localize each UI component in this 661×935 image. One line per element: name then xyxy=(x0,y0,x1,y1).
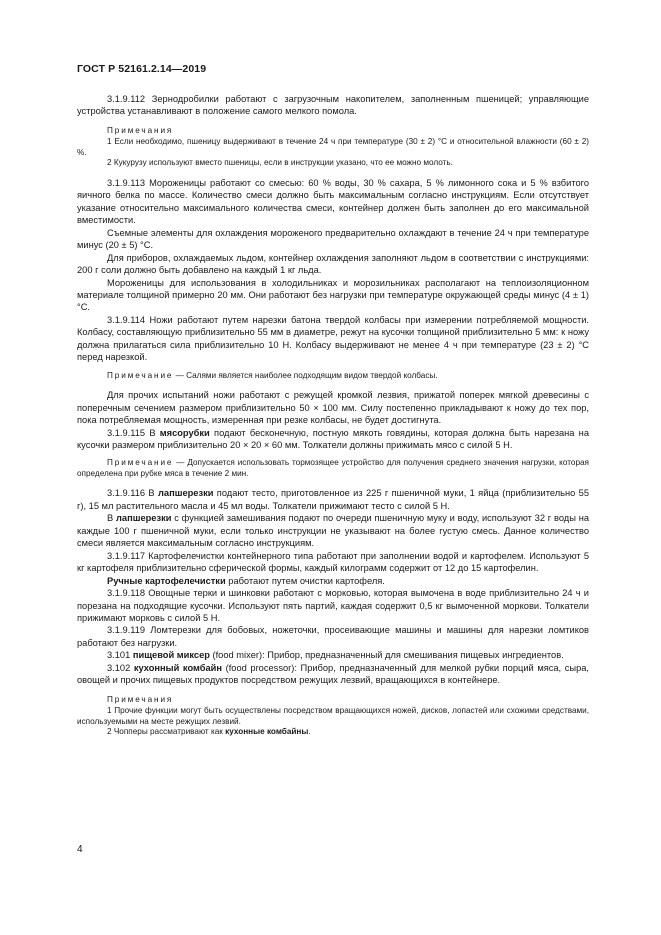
note-3-1-9-114 xyxy=(77,371,589,382)
clause-3-1-9-116 xyxy=(77,487,589,512)
term-pasta-makers: лапшерезки xyxy=(158,488,214,499)
page-number: 4 xyxy=(77,844,83,855)
note-label: Примечание xyxy=(107,370,174,380)
text-run: . xyxy=(308,727,311,737)
clause-3-1-9-117: 3.1.9.117 Картофелечистки контейнерного типа работают при заполнении водой и картофелем. Используют 5 кг картофеля приблизительно сферической формы, каждый килограмм содержит от 12 до 15 картофелин. xyxy=(77,550,589,574)
note-3-1-9-115 xyxy=(77,458,589,479)
clause-3-1-9-113-ice: Для приборов, охлаждаемых льдом, контейнер охлаждения заполняют льдом в соответствии с инструкциями: 200 г соли должно быть добавлено на каждый 1 кг льда. xyxy=(77,252,589,276)
note-text: — Допускается использовать тормозящее устройство для получения среднего значения нагрузки, которая определена при рубке мяса в течение 2 мин. xyxy=(77,458,589,478)
clause-3-1-9-113-cooling: Съемные элементы для охлаждения мороженого предварительно охлаждают в течение 24 ч при температуре минус (20 ± 5) °С. xyxy=(77,227,589,251)
clause-3-1-9-113: 3.1.9.113 Мороженицы работают со смесью: 60 % воды, 30 % сахара, 5 % лимонного сока и 5 % взбитого яичного белка по массе. Количество смеси должно быть максимальным согласно инструкциям. Если отсутствует указание относительно максимального количества смеси, контейнер должен быть заполнен до его максимальной вместимости. xyxy=(77,177,589,226)
clause-3-1-9-112: 3.1.9.112 Зернодробилки работают с загрузочным накопителем, заполненным пшеницей; управляющие устройства устанавливают в положение самого мелкого помола. xyxy=(77,94,589,117)
clause-3-1-9-118: 3.1.9.118 Овощные терки и шинковки работают с морковью, которая вымочена в воде приблизительно 24 ч и порезана на подходящие кусочки. Используют пять партий, каждая содержит 0,5 кг вымоченной моркови. Толкатели прижимают морковь с силой 5 Н. xyxy=(77,588,589,623)
term-food-processors: кухонные комбайны xyxy=(225,727,309,737)
note-2-1: 1 Прочие функции могут быть осуществлены посредством вращающихся ножей, дисков, лопастей или схожими средствами, используемыми на месте режущих лезвий. xyxy=(77,706,589,726)
text-run: (food processor): Прибор, предназначенный для мелкой рубки порций мяса, сыра, овощей и прочих пищевых продуктов посредством режущих лезвий, вращающихся в контейнере. xyxy=(77,662,589,686)
document-code-header: ГОСТ Р 52161.2.14—2019 xyxy=(77,63,207,75)
clause-3-1-9-117-manual xyxy=(77,575,589,587)
text-run: 3.101 xyxy=(107,650,133,661)
clause-3-1-9-116-kneading xyxy=(77,512,589,549)
term-pasta-makers: лапшерезки xyxy=(116,513,172,524)
definition-3-101 xyxy=(77,649,589,661)
clause-3-1-9-113-freezer: Мороженицы для использования в холодильниках и морозильниках располагают на теплоизоляционном материале толщиной примерно 20 мм. Они работают без нагрузки при температуре окружающей среды минус (4 ± 1) °С. xyxy=(77,277,589,313)
text-run: 3.1.9.116 В xyxy=(107,488,158,499)
term-manual-peelers: Ручные картофелечистки xyxy=(107,575,226,586)
clause-3-1-9-114: 3.1.9.114 Ножи работают путем нарезки батона твердой колбасы при измерении потребляемой мощности. Колбасу, составляющую приблизительно 55 мм в диаметре, режут на кусочки толщиной приблизительно 5 мм: к ножу должна прилагаться сила приблизительно 10 Н. Колбасу выдерживают не менее 4 ч при температуре (23 ± 2) °С перед нарезкой. xyxy=(77,314,589,363)
clause-3-1-9-115 xyxy=(77,427,589,452)
text-run: (food mixer): Прибор, предназначенный для смешивания пищевых ингредиентов. xyxy=(209,650,564,661)
text-run: В xyxy=(107,513,116,524)
clause-3-1-9-119: 3.1.9.119 Ломтерезки для бобовых, ножеточки, просеивающие машины и машины для нарезки ломтиков работают без нагрузки. xyxy=(77,625,589,648)
text-run: подают тесто, приготовленное из 225 г пшеничной муки, 1 яйца (приблизительно 55 г), 15 мл растительного масла и 45 мл воды. Толкатели прижимают тесто с силой 5 Н. xyxy=(77,488,589,511)
text-run: работают путем очистки картофеля. xyxy=(225,575,385,586)
definition-3-102 xyxy=(77,662,589,687)
term-meat-grinders: мясорубки xyxy=(159,427,210,438)
note-1-1: 1 Если необходимо, пшеницу выдерживают в течение 24 ч при температуре (30 ± 2) °С и относительной влажности (60 ± 2) %. xyxy=(77,137,589,157)
clause-3-1-9-114-other-tests: Для прочих испытаний ножи работают с режущей кромкой лезвия, прижатой поперек мягкой древесины с поперечным сечением размером приблизительно 50 × 100 мм. Силу постепенно прикладывают к ножу до тех пор, пока потребляемая мощность, измеренная при резке колбасы, не будет достигнута. xyxy=(77,390,589,426)
note-1-2: 2 Кукурузу используют вместо пшеницы, если в инструкции указано, что ее можно молоть. xyxy=(107,158,453,168)
notes-heading-1: Примечания xyxy=(107,125,174,135)
note-2-2 xyxy=(77,727,589,738)
text-run: 3.1.9.115 В xyxy=(107,427,160,438)
text-run: 3.102 xyxy=(107,662,134,673)
notes-heading-2: Примечания xyxy=(107,694,174,704)
note-text: — Салями является наиболее подходящим видом твердой колбасы. xyxy=(173,370,438,380)
document-body xyxy=(77,93,589,738)
term-food-processor: кухонный комбайн xyxy=(133,662,223,673)
note-label: Примечание xyxy=(107,458,174,468)
text-run: с функцией замешивания подают по очереди пшеничную муку и воду, используют 32 г воды на каждые 100 г пшеничной муки, если только инструкции не указывают на более густую смесь. Данное количество смеси является максимальным согласно инструкциям. xyxy=(77,513,589,549)
text-run: 2 Чопперы рассматривают как xyxy=(107,727,226,737)
text-run: подают бесконечную, постную мякоть говядины, которая должна быть нарезана на кусочки размером приблизительно 20 × 20 × 60 мм. Толкатели должны прижимать мясо с силой 5 Н. xyxy=(77,427,589,451)
term-food-mixer: пищевой миксер xyxy=(132,650,210,661)
